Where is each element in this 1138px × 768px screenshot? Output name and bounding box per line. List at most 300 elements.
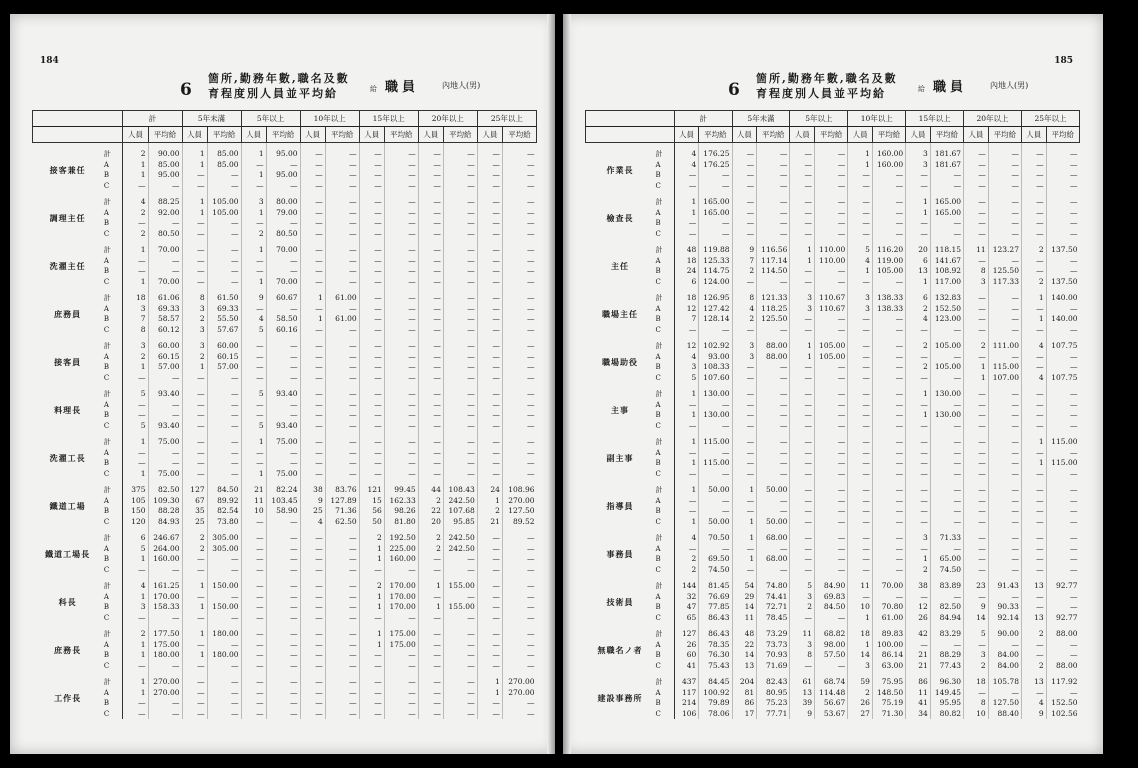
row-code: 計: [654, 623, 674, 640]
table-cell: —: [443, 335, 477, 352]
table-cell: —: [790, 479, 815, 496]
table-cell: —: [872, 208, 905, 219]
table-cell: —: [906, 373, 931, 384]
table-cell: —: [848, 352, 873, 363]
row-code: 計: [103, 575, 123, 592]
table-cell: —: [241, 410, 266, 421]
table-cell: 141.67: [930, 256, 963, 267]
table-cell: —: [443, 325, 477, 336]
table-cell: 162.33: [384, 496, 418, 507]
table-cell: 60.00: [207, 335, 241, 352]
page-fold-shadow: [563, 14, 571, 754]
table-row: [33, 640, 537, 651]
table-cell: —: [1046, 650, 1079, 661]
table-cell: —: [241, 640, 266, 651]
table-cell: 3: [182, 304, 207, 315]
table-cell: —: [418, 421, 443, 432]
row-code: A: [103, 352, 123, 363]
table-cell: 1: [123, 469, 148, 480]
title-small-tag: 給: [370, 85, 377, 93]
table-cell: 108.92: [930, 266, 963, 277]
table-cell: —: [732, 208, 757, 219]
row-code: 計: [103, 287, 123, 304]
table-cell: 3: [790, 304, 815, 315]
table-row: [586, 266, 1080, 277]
table-cell: 1: [674, 479, 699, 496]
table-cell: —: [325, 554, 359, 565]
category-label: 庶務員: [54, 308, 82, 319]
data-table: [32, 110, 537, 719]
table-cell: —: [359, 421, 384, 432]
table-cell: —: [1021, 496, 1046, 507]
table-cell: —: [1046, 410, 1079, 421]
table-cell: —: [300, 362, 325, 373]
table-row: [586, 592, 1080, 603]
row-code: A: [654, 544, 674, 555]
table-cell: —: [732, 448, 757, 459]
table-cell: 88.00: [757, 335, 790, 352]
row-code: A: [654, 688, 674, 699]
table-cell: 48: [732, 623, 757, 640]
table-cell: 60.67: [266, 287, 300, 304]
table-cell: —: [1046, 143, 1079, 160]
row-code: C: [654, 181, 674, 192]
table-cell: 127.89: [325, 496, 359, 507]
table-cell: —: [148, 698, 182, 709]
table-cell: —: [418, 709, 443, 720]
table-cell: 1: [1021, 431, 1046, 448]
table-cell: —: [1021, 400, 1046, 411]
table-cell: —: [325, 181, 359, 192]
table-cell: —: [384, 400, 418, 411]
table-cell: 92.14: [988, 613, 1021, 624]
table-cell: —: [300, 448, 325, 459]
table-cell: —: [207, 410, 241, 421]
table-cell: 14: [732, 602, 757, 613]
table-cell: 204: [732, 671, 757, 688]
table-row: [586, 458, 1080, 469]
table-cell: 3: [906, 143, 931, 160]
table-cell: 165.00: [930, 191, 963, 208]
table-cell: —: [443, 709, 477, 720]
row-code: C: [103, 421, 123, 432]
table-row: [586, 421, 1080, 432]
table-cell: —: [790, 613, 815, 624]
table-cell: —: [1021, 544, 1046, 555]
table-cell: 32: [674, 592, 699, 603]
table-cell: —: [123, 448, 148, 459]
table-cell: 80.50: [148, 229, 182, 240]
table-cell: —: [477, 170, 502, 181]
table-cell: —: [359, 218, 384, 229]
table-cell: —: [848, 565, 873, 576]
table-cell: —: [359, 266, 384, 277]
table-cell: 74.41: [757, 592, 790, 603]
table-cell: 6: [906, 287, 931, 304]
table-cell: —: [757, 496, 790, 507]
row-code: A: [654, 352, 674, 363]
table-cell: 55.50: [207, 314, 241, 325]
row-code: 計: [654, 191, 674, 208]
table-cell: —: [300, 709, 325, 720]
table-row: [586, 256, 1080, 267]
header-group: 20年以上: [964, 111, 1022, 127]
table-cell: —: [182, 239, 207, 256]
table-cell: —: [443, 304, 477, 315]
table-cell: —: [848, 517, 873, 528]
row-code: 計: [654, 479, 674, 496]
table-cell: —: [418, 410, 443, 421]
table-cell: —: [1021, 325, 1046, 336]
table-cell: —: [964, 352, 989, 363]
table-cell: 1: [674, 410, 699, 421]
table-cell: —: [418, 229, 443, 240]
table-cell: 3: [848, 287, 873, 304]
table-cell: 111.00: [988, 335, 1021, 352]
table-cell: —: [443, 277, 477, 288]
table-cell: 120: [123, 517, 148, 528]
table-cell: —: [384, 181, 418, 192]
table-cell: 6: [123, 527, 148, 544]
table-cell: —: [325, 688, 359, 699]
row-code: B: [654, 170, 674, 181]
table-cell: —: [443, 554, 477, 565]
table-cell: —: [241, 592, 266, 603]
table-cell: 6: [674, 277, 699, 288]
table-row: [33, 448, 537, 459]
table-cell: 58.50: [266, 314, 300, 325]
table-cell: 90.00: [988, 623, 1021, 640]
table-cell: 56: [359, 506, 384, 517]
table-cell: —: [964, 496, 989, 507]
table-cell: —: [325, 304, 359, 315]
table-cell: —: [241, 448, 266, 459]
table-cell: —: [757, 229, 790, 240]
table-cell: —: [148, 709, 182, 720]
row-code: C: [103, 373, 123, 384]
table-cell: —: [123, 698, 148, 709]
category-label: 主任: [610, 260, 629, 271]
left-page: [10, 14, 555, 754]
table-row: [586, 650, 1080, 661]
table-row: [33, 688, 537, 699]
table-cell: —: [443, 592, 477, 603]
category-label: 事務員: [606, 548, 634, 559]
table-cell: 3: [790, 592, 815, 603]
table-cell: 8: [790, 650, 815, 661]
table-cell: —: [207, 671, 241, 688]
table-number: 6: [180, 80, 192, 100]
table-cell: —: [1046, 592, 1079, 603]
table-cell: 2: [359, 575, 384, 592]
table-cell: 1: [182, 208, 207, 219]
table-cell: 192.50: [384, 527, 418, 544]
table-row: [33, 160, 537, 171]
table-cell: —: [477, 448, 502, 459]
table-cell: 67: [182, 496, 207, 507]
table-cell: —: [182, 554, 207, 565]
table-row: [33, 191, 537, 208]
table-cell: —: [359, 709, 384, 720]
table-cell: —: [266, 362, 300, 373]
table-cell: —: [325, 352, 359, 363]
table-cell: —: [872, 554, 905, 565]
table-cell: —: [906, 325, 931, 336]
table-cell: —: [906, 544, 931, 555]
table-row: [586, 698, 1080, 709]
table-cell: 93.40: [148, 421, 182, 432]
table-cell: —: [988, 208, 1021, 219]
table-cell: 9: [1021, 709, 1046, 720]
table-cell: —: [848, 554, 873, 565]
table-cell: —: [325, 458, 359, 469]
table-cell: —: [988, 592, 1021, 603]
table-cell: —: [207, 239, 241, 256]
table-cell: —: [1046, 496, 1079, 507]
table-cell: —: [359, 362, 384, 373]
table-cell: —: [207, 266, 241, 277]
table-cell: —: [384, 613, 418, 624]
row-code: 計: [103, 623, 123, 640]
table-cell: —: [266, 527, 300, 544]
table-cell: —: [325, 421, 359, 432]
table-cell: —: [906, 352, 931, 363]
table-cell: —: [502, 325, 536, 336]
table-cell: 152.50: [1046, 698, 1079, 709]
table-cell: 71.30: [872, 709, 905, 720]
table-cell: —: [502, 698, 536, 709]
table-cell: 1: [123, 688, 148, 699]
table-cell: 1: [241, 277, 266, 288]
table-cell: —: [815, 448, 848, 459]
table-cell: —: [418, 565, 443, 576]
table-cell: 60.00: [148, 335, 182, 352]
table-cell: 107.68: [443, 506, 477, 517]
table-cell: —: [325, 698, 359, 709]
table-row: [586, 277, 1080, 288]
table-cell: —: [241, 565, 266, 576]
table-cell: 3: [848, 661, 873, 672]
table-cell: —: [359, 613, 384, 624]
table-cell: 1: [418, 602, 443, 613]
table-cell: —: [359, 304, 384, 315]
table-cell: 75.95: [872, 671, 905, 688]
table-row: [33, 698, 537, 709]
category-label: 職場助役: [601, 356, 638, 367]
table-cell: 123.27: [988, 239, 1021, 256]
header-avg-pay: 平均給: [815, 127, 848, 143]
table-cell: —: [300, 143, 325, 160]
table-cell: 23: [964, 575, 989, 592]
table-cell: 75.23: [757, 698, 790, 709]
table-cell: 83.89: [930, 575, 963, 592]
table-cell: 180.00: [207, 650, 241, 661]
table-cell: —: [1021, 421, 1046, 432]
table-cell: 61.00: [872, 613, 905, 624]
table-cell: 2: [964, 335, 989, 352]
table-row: [33, 373, 537, 384]
table-cell: 65.00: [930, 554, 963, 565]
table-cell: 4: [732, 304, 757, 315]
table-cell: —: [443, 400, 477, 411]
header-avg-pay: 平均給: [502, 127, 536, 143]
table-cell: —: [930, 373, 963, 384]
header-persons: 人員: [300, 127, 325, 143]
table-cell: —: [418, 181, 443, 192]
table-cell: —: [418, 469, 443, 480]
table-cell: —: [872, 362, 905, 373]
table-cell: 3: [241, 191, 266, 208]
table-cell: —: [1021, 160, 1046, 171]
table-cell: —: [502, 527, 536, 544]
table-row: [586, 527, 1080, 544]
table-cell: 1: [241, 208, 266, 219]
row-code: C: [654, 229, 674, 240]
table-cell: —: [241, 650, 266, 661]
table-cell: —: [477, 314, 502, 325]
table-cell: 75.00: [266, 431, 300, 448]
table-row: [586, 229, 1080, 240]
table-cell: 68.00: [757, 554, 790, 565]
table-cell: —: [148, 565, 182, 576]
table-cell: —: [182, 431, 207, 448]
table-cell: 61: [790, 671, 815, 688]
table-cell: —: [207, 554, 241, 565]
table-cell: —: [964, 314, 989, 325]
table-cell: 1: [182, 623, 207, 640]
table-cell: 41: [906, 698, 931, 709]
table-cell: —: [182, 277, 207, 288]
table-cell: —: [930, 218, 963, 229]
category-label: 鐵道工場長: [45, 548, 91, 559]
table-cell: 3: [674, 362, 699, 373]
table-cell: —: [359, 287, 384, 304]
header-row-groups: [33, 111, 537, 127]
table-cell: 10: [848, 602, 873, 613]
table-cell: 77.85: [699, 602, 732, 613]
table-cell: —: [325, 256, 359, 267]
table-cell: —: [502, 314, 536, 325]
table-cell: —: [477, 565, 502, 576]
table-cell: —: [241, 160, 266, 171]
table-cell: —: [699, 506, 732, 517]
table-row: [586, 506, 1080, 517]
row-code: A: [103, 304, 123, 315]
row-code: 計: [654, 335, 674, 352]
table-cell: —: [930, 506, 963, 517]
table-cell: 18: [123, 287, 148, 304]
table-cell: —: [988, 496, 1021, 507]
table-cell: 62.50: [325, 517, 359, 528]
table-cell: —: [988, 688, 1021, 699]
table-row: [586, 160, 1080, 171]
table-cell: 82.43: [757, 671, 790, 688]
table-row: [586, 170, 1080, 181]
table-cell: 160.00: [148, 554, 182, 565]
table-cell: —: [241, 688, 266, 699]
table-cell: —: [699, 544, 732, 555]
table-cell: —: [848, 479, 873, 496]
table-cell: 88.40: [988, 709, 1021, 720]
table-row: [33, 431, 537, 448]
table-cell: —: [757, 325, 790, 336]
table-cell: —: [502, 650, 536, 661]
row-code: B: [103, 362, 123, 373]
table-cell: —: [300, 698, 325, 709]
table-cell: 96.30: [930, 671, 963, 688]
table-cell: —: [384, 208, 418, 219]
category-label: 建設事務所: [597, 692, 643, 703]
table-cell: 58.57: [148, 314, 182, 325]
table-cell: —: [502, 256, 536, 267]
table-cell: —: [1021, 506, 1046, 517]
table-cell: 270.00: [502, 688, 536, 699]
table-cell: —: [502, 602, 536, 613]
table-cell: 105.00: [930, 362, 963, 373]
table-cell: —: [502, 613, 536, 624]
table-cell: —: [443, 218, 477, 229]
table-cell: —: [502, 362, 536, 373]
table-cell: 70.93: [757, 650, 790, 661]
table-cell: —: [384, 143, 418, 160]
table-cell: —: [674, 229, 699, 240]
table-cell: 1: [241, 143, 266, 160]
table-cell: —: [384, 698, 418, 709]
table-cell: —: [988, 527, 1021, 544]
table-cell: 138.33: [872, 287, 905, 304]
table-cell: 108.33: [699, 362, 732, 373]
table-cell: —: [418, 458, 443, 469]
table-cell: 74.80: [757, 575, 790, 592]
table-cell: 1: [1021, 458, 1046, 469]
table-cell: 1: [674, 191, 699, 208]
table-cell: 27: [848, 709, 873, 720]
header-avg-pay: 平均給: [443, 127, 477, 143]
table-cell: 1: [790, 239, 815, 256]
table-row: [586, 383, 1080, 400]
table-row: [33, 335, 537, 352]
table-cell: —: [325, 544, 359, 555]
table-cell: —: [325, 431, 359, 448]
table-cell: 160.00: [384, 554, 418, 565]
page-number: 185: [1054, 56, 1073, 66]
table-cell: —: [477, 602, 502, 613]
table-cell: —: [443, 671, 477, 688]
table-cell: —: [815, 554, 848, 565]
table-cell: —: [384, 469, 418, 480]
table-cell: —: [477, 661, 502, 672]
table-cell: 1: [123, 640, 148, 651]
table-cell: —: [241, 517, 266, 528]
table-cell: —: [182, 661, 207, 672]
table-cell: —: [325, 592, 359, 603]
table-cell: 130.00: [699, 383, 732, 400]
table-cell: —: [674, 400, 699, 411]
table-cell: —: [384, 335, 418, 352]
table-row: [33, 400, 537, 411]
table-cell: 84.90: [815, 575, 848, 592]
page-number: 184: [40, 56, 59, 66]
table-row: [33, 170, 537, 181]
table-cell: 2: [182, 314, 207, 325]
table-cell: —: [502, 373, 536, 384]
table-cell: 86.43: [699, 623, 732, 640]
table-cell: —: [732, 160, 757, 171]
table-cell: —: [502, 218, 536, 229]
table-cell: —: [732, 496, 757, 507]
row-code: A: [654, 256, 674, 267]
table-cell: —: [815, 143, 848, 160]
